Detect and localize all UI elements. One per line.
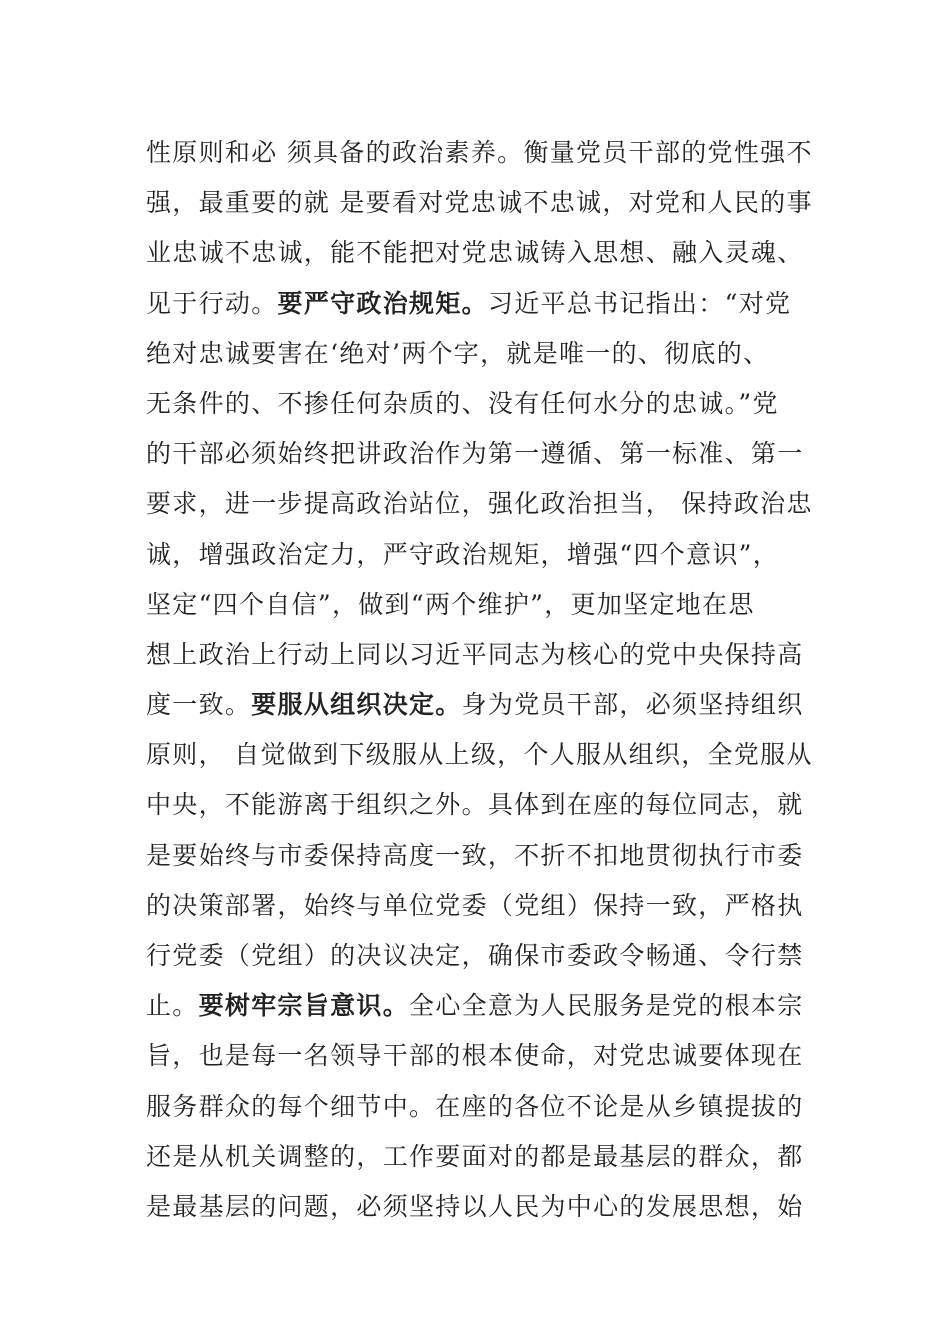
text-line xyxy=(146,1132,826,1182)
body-paragraph xyxy=(146,128,826,1232)
text-segment: 坚定“四个自信”，做到“两个维护”，更加坚定地在思 xyxy=(146,589,755,619)
text-segment: 性原则和必 须具备的政治素养。衡量党员干部的党性强不 xyxy=(146,138,813,167)
text-line xyxy=(146,479,826,529)
text-line xyxy=(146,630,826,680)
text-segment: 度一致。 xyxy=(146,690,252,720)
text-segment: 是要始终与市委保持高度一致，不折不扣地贯彻执行市委 xyxy=(146,840,804,870)
text-line xyxy=(146,530,826,580)
text-line xyxy=(146,1082,826,1132)
bold-heading-phrase: 要严守政治规矩。 xyxy=(277,288,488,318)
bold-heading-phrase: 要服从组织决定。 xyxy=(251,690,462,720)
text-line xyxy=(146,128,826,178)
text-segment: 绝对忠诚要害在‘绝对’两个字，就是唯一的、彻底的、 xyxy=(146,338,770,368)
text-line xyxy=(146,329,826,379)
text-segment: 还是从机关调整的，工作要面对的都是最基层的群众，都 xyxy=(146,1141,804,1171)
text-line xyxy=(146,178,826,228)
text-line xyxy=(146,680,826,730)
text-segment: 习近平总书记指出：“对党 xyxy=(487,288,792,318)
text-segment: 全心全意为人民服务是党的根本宗 xyxy=(409,991,804,1021)
text-line xyxy=(146,881,826,931)
text-segment: 旨，也是每一名领导干部的根本使命，对党忠诚要体现在 xyxy=(146,1041,804,1071)
text-segment: 要求，进一步提高政治站位，强化政治担当， 保持政治忠 xyxy=(146,489,813,519)
text-line xyxy=(146,1182,826,1232)
text-segment: 身为党员干部，必须坚持组织 xyxy=(461,690,804,720)
text-segment: 原则， 自觉做到下级服从上级，个人服从组织，全党服从 xyxy=(146,740,813,770)
text-line xyxy=(146,279,826,329)
text-segment: 无条件的、不掺任何杂质的、没有任何水分的忠诚。”党 xyxy=(146,388,779,418)
text-segment: 行党委（党组）的决议决定，确保市委政令畅通、令行禁 xyxy=(146,941,804,970)
text-line xyxy=(146,580,826,630)
text-line xyxy=(146,730,826,780)
text-segment: 诚，增强政治定力，严守政治规矩，增强“四个意识”， xyxy=(146,539,780,569)
text-segment: 止。 xyxy=(146,991,199,1021)
text-line xyxy=(146,780,826,830)
text-line xyxy=(146,228,826,278)
text-segment: 见于行动。 xyxy=(146,288,278,318)
text-line xyxy=(146,931,826,981)
text-line xyxy=(146,1031,826,1081)
text-line xyxy=(146,429,826,479)
text-segment: 想上政治上行动上同以习近平同志为核心的党中央保持高 xyxy=(146,639,804,669)
text-segment: 是最基层的问题，必须坚持以人民为中心的发展思想，始 xyxy=(146,1191,804,1221)
text-segment: 强，最重要的就 是要看对党忠诚不忠诚，对党和人民的事 xyxy=(146,188,813,218)
text-segment: 业忠诚不忠诚，能不能把对党忠诚铸入思想、融入灵魂、 xyxy=(146,238,804,268)
text-segment: 的干部必须始终把讲政治作为第一遵循、第一标准、第一 xyxy=(146,439,804,469)
bold-heading-phrase: 要树牢宗旨意识。 xyxy=(198,991,410,1021)
text-segment: 服务群众的每个细节中。在座的各位不论是从乡镇提拔的 xyxy=(146,1091,804,1121)
text-line xyxy=(146,831,826,881)
text-segment: 中央，不能游离于组织之外。具体到在座的每位同志，就 xyxy=(146,790,804,820)
text-line xyxy=(146,379,826,429)
text-segment: 的决策部署，始终与单位党委（党组）保持一致，严格执 xyxy=(146,890,804,920)
text-line xyxy=(146,981,826,1031)
